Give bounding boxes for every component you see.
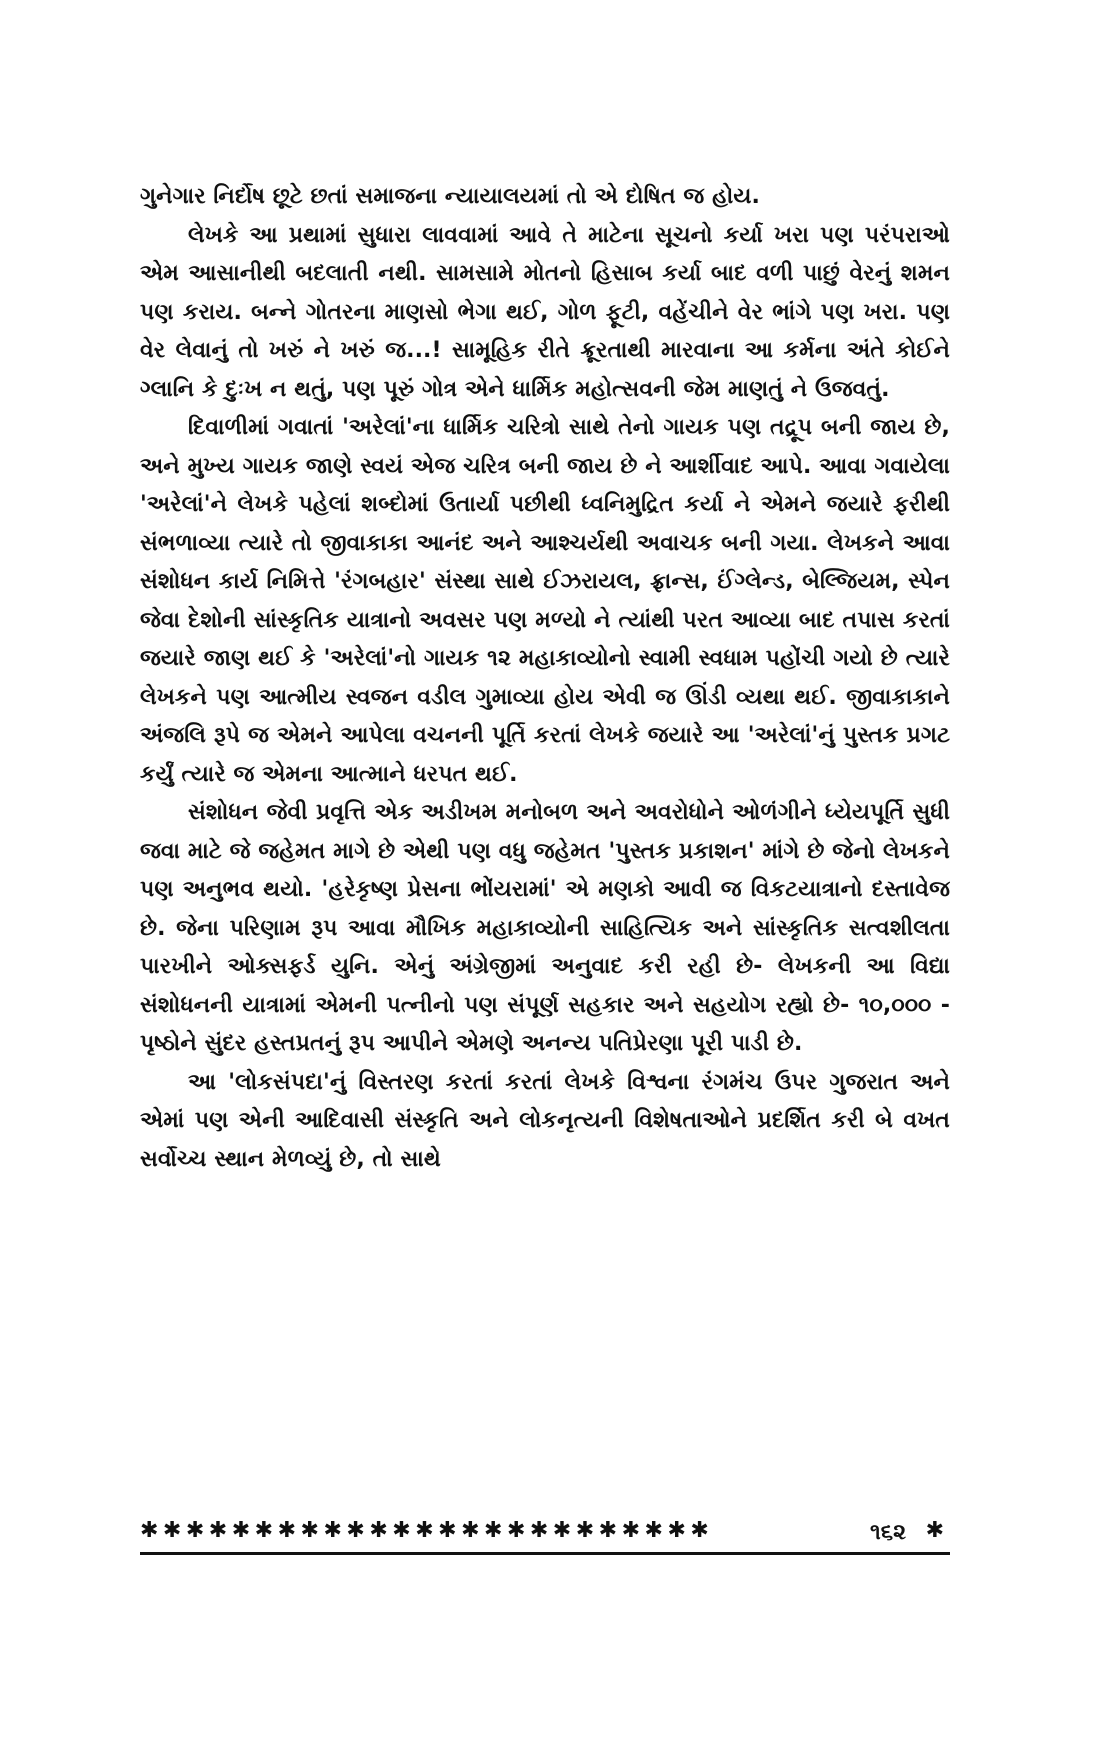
paragraph-4: સંશોધન જેવી પ્રવૃત્તિ એક અડીખમ મનોબળ અને અવરોધોને ઓળંગીને ધ્યેયપૂર્તિ સુધી જવા માટે જે જહેમત માગે છે એથી પણ વધુ જહેમત 'પુસ્તક પ્રકાશન' માંગે છે જેનો લેખકને પણ અનુભવ થયો. 'હરેકૃષ્ણ પ્રેસના ભોંયરામાં' એ મણકો આવી જ વિકટયાત્રાનો દસ્તાવેજ છે. જેના પરિણામ રૂપ આવા મૌખિક મહાકાવ્યોની સાહિત્યિક અને સાંસ્કૃતિક સત્વશીલતા પારખીને ઓક્સફર્ડ યુનિ. એનું અંગ્રેજીમાં અનુવાદ કરી રહી છે- લેખકની આ વિદ્યા સંશોધનની યાત્રામાં એમની પત્નીનો પણ સંપૂર્ણ સહકાર અને સહયોગ રહ્યો છે- ૧૦,૦૦૦ - પૃષ્ઠોને સુંદર હસ્તપ્રતનું રૂપ આપીને એમણે અનન્ય પતિપ્રેરણા પૂરી પાડી છે. — [140, 800, 950, 1056]
paragraph-5: આ 'લોકસંપદા'નું વિસ્તરણ કરતાં કરતાં લેખકે વિશ્વના રંગમંચ ઉપર ગુજરાત અને એમાં પણ એની આદિવાસી સંસ્કૃતિ અને લોકનૃત્યની વિશેષતાઓને પ્રદર્શિત કરી બે વખત સર્વોચ્ચ સ્થાન મેળવ્યું છે, તો સાથે — [140, 1069, 950, 1172]
paragraph-1: ગુનેગાર નિર્દોષ છૂટે છતાં સમાજના ન્યાયાલયમાં તો એ દોષિત જ હોય. — [140, 184, 760, 209]
footer-rule — [140, 1552, 950, 1555]
paragraph-2: લેખકે આ પ્રથામાં સુધારા લાવવામાં આવે તે માટેના સૂચનો કર્યા ખરા પણ પરંપરાઓ એમ આસાનીથી બદલાતી નથી. સામસામે મોતનો હિસાબ કર્યા બાદ વળી પાછું વેરનું શમન પણ કરાય. બન્ને ગોતરના માણસો ભેગા થઈ, ગોળ ફૂટી, વહેંચીને વેર ભાંગે પણ ખરા. પણ વેર લેવાનું તો ખરું ને ખરું જ...! સામૂહિક રીતે ક્રૂરતાથી મારવાના આ કર્મના અંતે કોઈને ગ્લાનિ કે દુઃખ ન થતું, પણ પૂરું ગોત્ર એને ધાર્મિક મહોત્સવની જેમ માણતું ને ઉજવતું. — [140, 222, 950, 402]
page-number: ૧૬૨ — [869, 1520, 906, 1545]
footer-end-star: ✱ — [925, 1518, 944, 1543]
page-body — [140, 178, 950, 1508]
paragraph-3: દિવાળીમાં ગવાતાં 'અરેલાં'ના ધાર્મિક ચરિત્રો સાથે તેનો ગાયક પણ તદ્રૂપ બની જાય છે, અને મુખ્ય ગાયક જાણે સ્વયં એજ ચરિત્ર બની જાય છે ને આર્શીવાદ આપે. આવા ગવાયેલા 'અરેલાં'ને લેખકે પહેલાં શબ્દોમાં ઉતાર્યા પછીથી ધ્વનિમુદ્રિત કર્યા ને એમને જયારે ફરીથી સંભળાવ્યા ત્યારે તો જીવાકાકા આનંદ અને આશ્ચર્યથી અવાચક બની ગયા. લેખકને આવા સંશોધન કાર્ય નિમિત્તે 'રંગબહાર' સંસ્થા સાથે ઈઝરાયલ, ફ્રાન્સ, ઈંગ્લેન્ડ, બેલ્જિયમ, સ્પેન જેવા દેશોની સાંસ્કૃતિક યાત્રાનો અવસર પણ મળ્યો ને ત્યાંથી પરત આવ્યા બાદ તપાસ કરતાં જયારે જાણ થઈ કે 'અરેલાં'નો ગાયક ૧૨ મહાકાવ્યોનો સ્વામી સ્વધામ પહોંચી ગયો છે ત્યારે લેખકને પણ આત્મીય સ્વજન વડીલ ગુમાવ્યા હોય એવી જ ઊંડી વ્યથા થઈ. જીવાકાકાને અંજલિ રૂપે જ એમને આપેલા વચનની પૂર્તિ કરતાં લેખકે જયારે આ 'અરેલાં'નું પુસ્તક પ્રગટ કર્યું ત્યારે જ એમના આત્માને ધરપત થઈ. — [140, 415, 950, 787]
page-footer — [140, 1512, 950, 1556]
footer-star-ornament: ✱✱✱✱✱✱✱✱✱✱✱✱✱✱✱✱✱✱✱✱✱✱✱✱✱ — [140, 1518, 714, 1543]
